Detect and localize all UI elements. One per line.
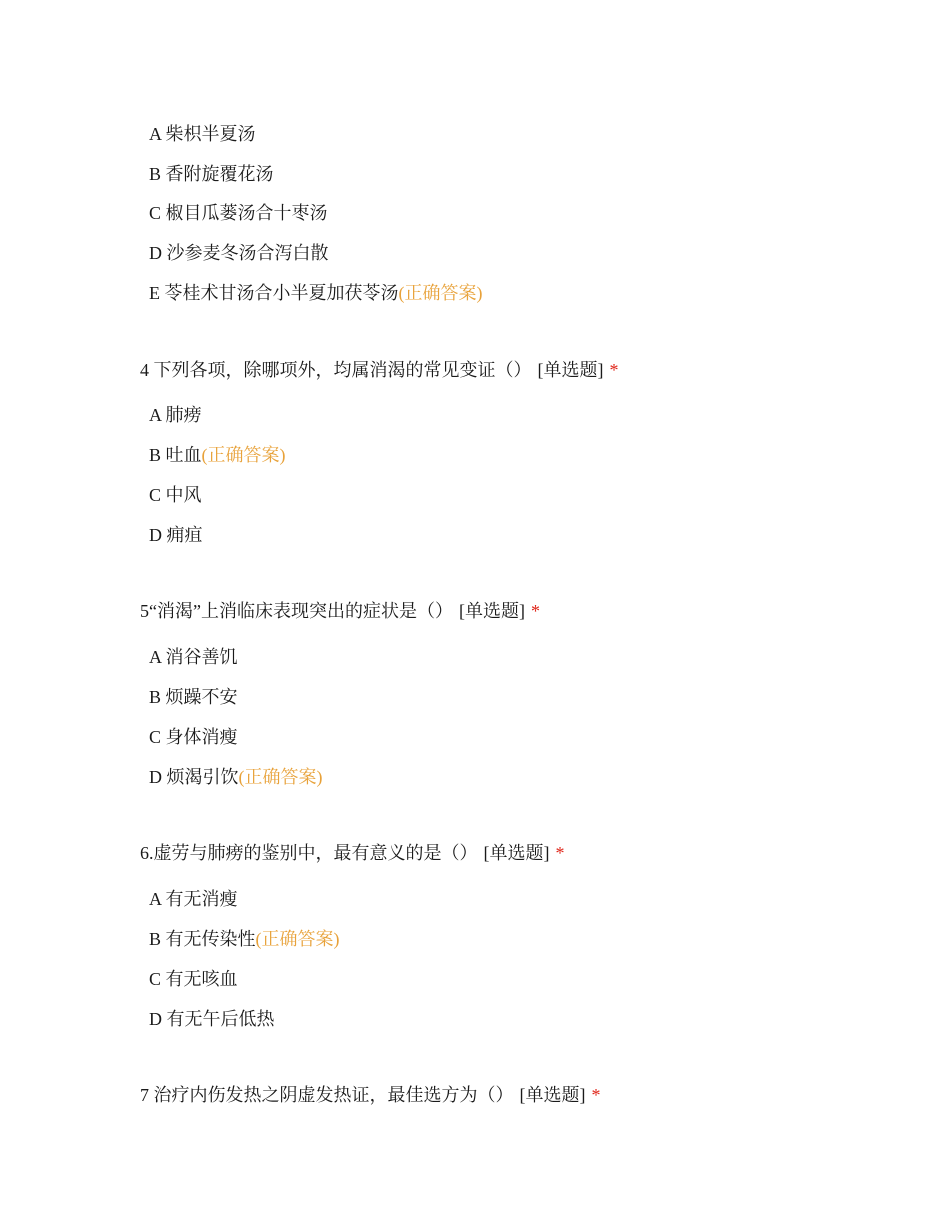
option-text: A 柴枳半夏汤 [149, 124, 256, 144]
option-text: E 苓桂术甘汤合小半夏加茯苓汤 [149, 283, 399, 303]
option-text: B 吐血 [149, 445, 202, 465]
q4-title [140, 358, 619, 382]
q5-option-b [149, 685, 238, 709]
option-text: C 有无咳血 [149, 969, 238, 989]
q6-option-d [149, 1007, 275, 1031]
q7-title [140, 1083, 601, 1107]
option-text: B 烦躁不安 [149, 687, 238, 707]
q5-option-a [149, 645, 238, 669]
q6-option-b [149, 927, 340, 951]
option-text: A 消谷善饥 [149, 647, 238, 667]
option-text: C 中风 [149, 485, 202, 505]
q5-title [140, 599, 540, 623]
option-text: A 肺痨 [149, 405, 202, 425]
required-mark: * [591, 1085, 601, 1105]
q3-option-e [149, 281, 483, 305]
q4-option-b [149, 443, 286, 467]
question-type: [单选题] [537, 360, 604, 380]
q4-option-c [149, 483, 202, 507]
correct-answer-label: (正确答案) [201, 445, 286, 465]
q4-option-a [149, 403, 202, 427]
required-mark: * [609, 360, 619, 380]
question-type: [单选题] [519, 1085, 586, 1105]
q4-option-d [149, 523, 203, 547]
q6-title [140, 841, 565, 865]
question-type: [单选题] [483, 843, 550, 863]
q3-option-a [149, 122, 256, 146]
option-text: A 有无消瘦 [149, 889, 238, 909]
option-text: D 烦渴引饮 [149, 767, 239, 787]
q6-option-c [149, 967, 238, 991]
question-text: 5“消渴”上消临床表现突出的症状是（） [140, 601, 453, 621]
question-text: 6.虚劳与肺痨的鉴别中，最有意义的是（） [140, 843, 478, 863]
option-text: D 沙参麦冬汤合泻白散 [149, 243, 329, 263]
q5-option-d [149, 765, 323, 789]
q5-option-c [149, 725, 238, 749]
required-mark: * [555, 843, 565, 863]
q3-option-d [149, 241, 329, 265]
option-text: C 椒目瓜蒌汤合十枣汤 [149, 203, 328, 223]
required-mark: * [530, 601, 540, 621]
question-text: 7 治疗内伤发热之阴虚发热证，最佳选方为（） [140, 1085, 514, 1105]
option-text: D 痈疽 [149, 525, 203, 545]
q3-option-c [149, 201, 328, 225]
option-text: D 有无午后低热 [149, 1009, 275, 1029]
question-text: 4 下列各项，除哪项外，均属消渴的常见变证（） [140, 360, 532, 380]
correct-answer-label: (正确答案) [398, 283, 483, 303]
q3-option-b [149, 162, 274, 186]
correct-answer-label: (正确答案) [238, 767, 323, 787]
q6-option-a [149, 887, 238, 911]
correct-answer-label: (正确答案) [255, 929, 340, 949]
option-text: B 香附旋覆花汤 [149, 164, 274, 184]
option-text: B 有无传染性 [149, 929, 256, 949]
question-type: [单选题] [458, 601, 525, 621]
option-text: C 身体消瘦 [149, 727, 238, 747]
